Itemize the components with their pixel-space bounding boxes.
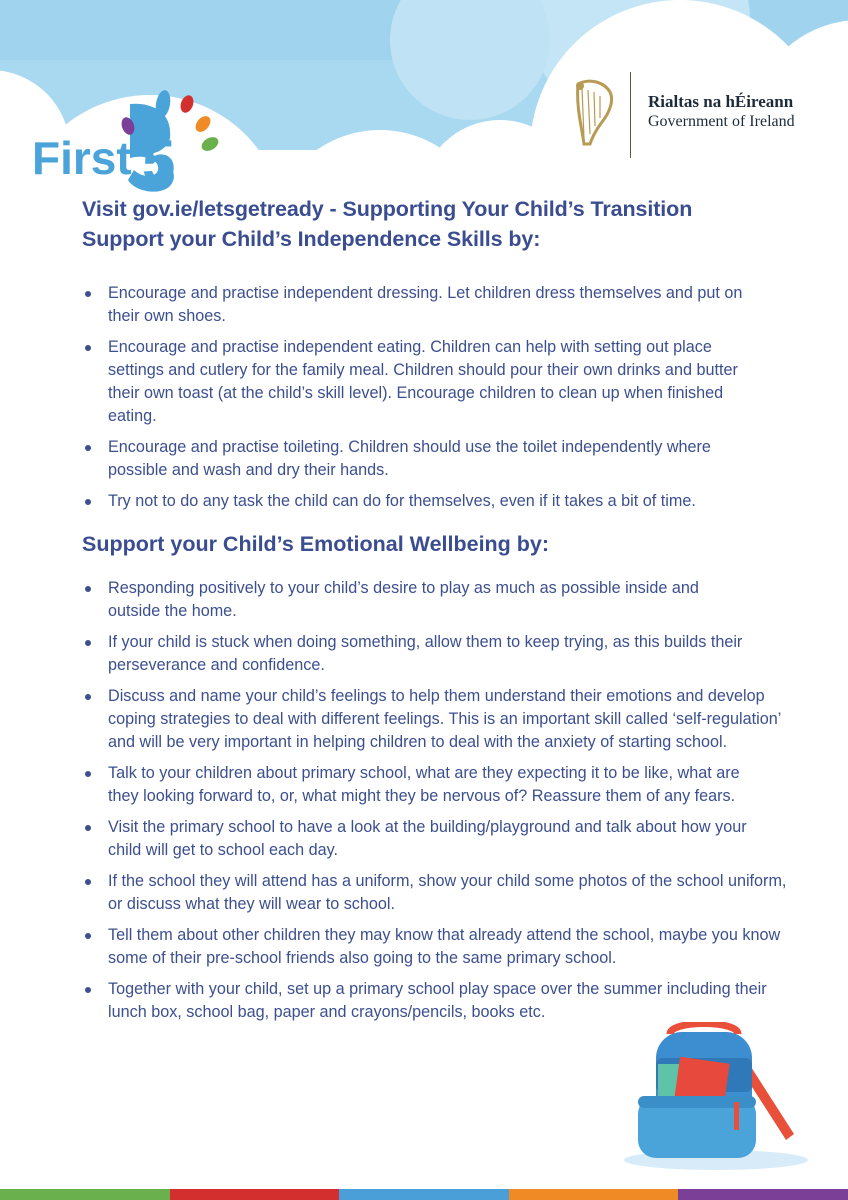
footer-segment-orange xyxy=(509,1189,679,1200)
title-line-2: Support your Child’s Independence Skills by: xyxy=(82,227,541,251)
list-item: Talk to your children about primary school, what are they expecting it to be like, what are they looking forward to, or, what might they be nervous of? Reassure them of any fears. xyxy=(82,762,758,808)
footer-segment-red xyxy=(170,1189,340,1200)
main-content xyxy=(82,194,787,1032)
list-item: Try not to do any task the child can do for themselves, even if it takes a bit of time. xyxy=(82,490,788,513)
gov-english-name: Government of Ireland xyxy=(648,113,795,130)
page-title xyxy=(82,194,782,254)
footer-segment-green xyxy=(0,1189,170,1200)
logo-divider xyxy=(630,72,631,158)
list-item: Encourage and practise independent eating. Children can help with setting out place settings and cutlery for the family meal. Children should pour their own drinks and butter their own toast (at the child’s skill level). Encourage children to clean up when finished eating. xyxy=(82,336,758,428)
schoolbag-illustration xyxy=(616,1022,816,1172)
list-item: Tell them about other children they may know that already attend the school, maybe you know some of their pre-school friends also going to the same primary school. xyxy=(82,924,808,970)
list-item: Encourage and practise toileting. Children should use the toilet independently where possible and wash and dry their hands. xyxy=(82,436,758,482)
first5-logo xyxy=(30,82,230,192)
independence-list xyxy=(82,282,782,513)
government-logo xyxy=(566,70,836,160)
list-item: Discuss and name your child’s feelings to help them understand their emotions and develop coping strategies to deal with different feelings. This is an important skill called ‘self-regulation’ and will be very important in helping children to deal with the anxiety of starting school. xyxy=(82,685,798,754)
list-item: Encourage and practise independent dressing. Let children dress themselves and put on their own shoes. xyxy=(82,282,758,328)
gov-irish-name: Rialtas na hÉireann xyxy=(648,92,794,111)
list-item: Together with your child, set up a primary school play space over the summer including their lunch box, school bag, paper and crayons/pencils, books etc. xyxy=(82,978,798,1024)
title-line-1: Visit gov.ie/letsgetready - Supporting Your Child’s Transition xyxy=(82,197,693,221)
emotional-list xyxy=(82,577,787,1024)
list-item: Visit the primary school to have a look at the building/playground and talk about how your child will get to school each day. xyxy=(82,816,778,862)
list-item: If your child is stuck when doing something, allow them to keep trying, as this builds their perseverance and confidence. xyxy=(82,631,758,677)
footer-segment-blue xyxy=(339,1189,509,1200)
list-item: Responding positively to your child’s desire to play as much as possible inside and outside the home. xyxy=(82,577,728,623)
svg-text:5: 5 xyxy=(142,128,176,192)
svg-text:First: First xyxy=(32,132,132,184)
footer-color-strip xyxy=(0,1189,848,1200)
harp-icon xyxy=(570,78,616,148)
emotional-title: Support your Child’s Emotional Wellbeing by: xyxy=(82,532,550,556)
footer-segment-purple xyxy=(678,1189,848,1200)
list-item: If the school they will attend has a uniform, show your child some photos of the school uniform, or discuss what they will wear to school. xyxy=(82,870,798,916)
